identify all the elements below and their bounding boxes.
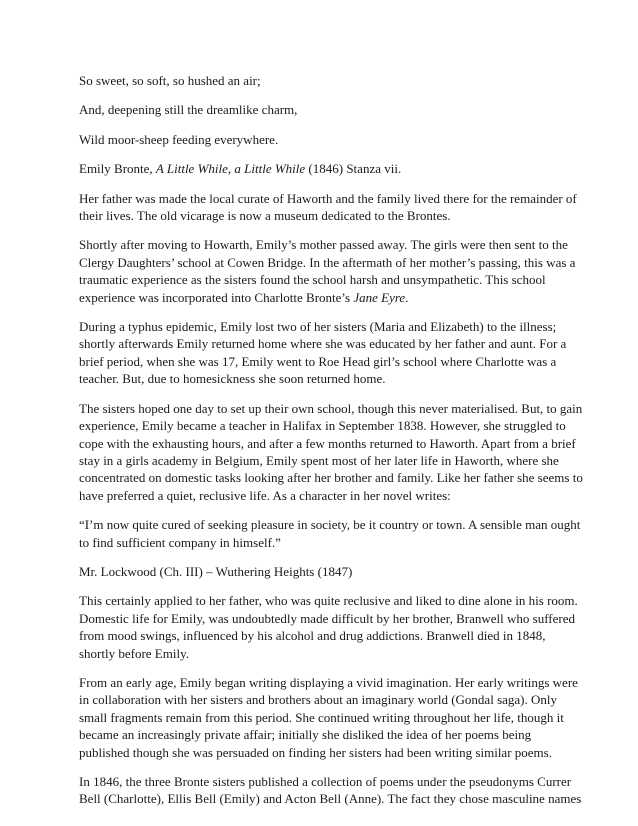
paragraph-1846: In 1846, the three Bronte sisters published a collection of poems under the pseudonyms Currer Bell (Charlotte), Ellis Bell (Emily) and Acton Bell (Anne). The fact they chose masculine names	[79, 774, 582, 807]
paragraph-school: The sisters hoped one day to set up their own school, though this never materialised. But, to gain experience, Emily became a teacher in Halifax in September 1838. However, she struggled to cope with the exhausting hours, and after a few months returned to Haworth. Apart from a brief stay in a girls academy in Belgium, Emily spent most of her later life in Haworth, where she concentrated on domestic tasks looking after her brother and family. Like her father she seems to have preferred a quiet, reclusive life. As a character in her novel writes:	[79, 400, 583, 503]
jane-eyre-title: Jane Eyre	[353, 289, 406, 305]
novel-quote: “I’m now quite cured of seeking pleasure in society, be it country or town. A sensible man ought to find sufficient company in himself.”	[79, 517, 581, 550]
paragraph-cowen-end: .	[405, 289, 409, 305]
poem-line-1: So sweet, so soft, so hushed an air;	[79, 73, 261, 88]
paragraph-cowen-text: Shortly after moving to Howarth, Emily’s mother passed away. The girls were then sent to the Clergy Daughters’ school at Cowen Bridge. In the aftermath of her mother’s passing, this was a traumatic experience as the sisters found the school harsh and unsympathetic. This school experience was incorporated into Charlotte Bronte’s	[79, 237, 576, 305]
poem-citation-title: A Little While, a Little While	[155, 161, 306, 177]
paragraph-writing: From an early age, Emily began writing displaying a vivid imagination. Her early writings were in collaboration with her sisters and brothers about an imaginary world (Gondal saga). Only small fragments remain from this period. She continued writing throughout her life, though it became an increasingly private affair; initially she disliked the idea of her poems being published though she was persuaded on finding her sisters had been writing similar poems.	[79, 674, 578, 760]
poem-line-3: Wild moor-sheep feeding everywhere.	[79, 131, 279, 147]
paragraph-cowen-bridge	[79, 236, 584, 306]
poem-line-2: And, deepening still the dreamlike charm,	[79, 102, 298, 118]
quote-citation: Mr. Lockwood (Ch. III) – Wuthering Heights (1847)	[79, 563, 353, 579]
poem-citation-author: Emily Bronte,	[79, 161, 156, 177]
poem-citation	[79, 160, 584, 177]
paragraph-typhus: During a typhus epidemic, Emily lost two of her sisters (Maria and Elizabeth) to the illness; shortly afterwards Emily returned home where she was educated by her father and aunt. For a brief period, when she was 17, Emily went to Roe Head girl’s school where Charlotte was a teacher. But, due to homesickness she soon returned home.	[79, 319, 567, 387]
paragraph-haworth: Her father was made the local curate of Haworth and the family lived there for the remainder of their lives. The old vicarage is now a museum dedicated to the Brontes.	[79, 190, 577, 224]
paragraph-father: This certainly applied to her father, who was quite reclusive and liked to dine alone in his room. Domestic life for Emily, was undoubtedly made difficult by her brother, Branwell who suffered from mood swings, influenced by his alcohol and drug addictions. Branwell died in 1848, shortly before Emily.	[79, 593, 578, 661]
poem-citation-date: (1846) Stanza vii.	[305, 161, 402, 177]
